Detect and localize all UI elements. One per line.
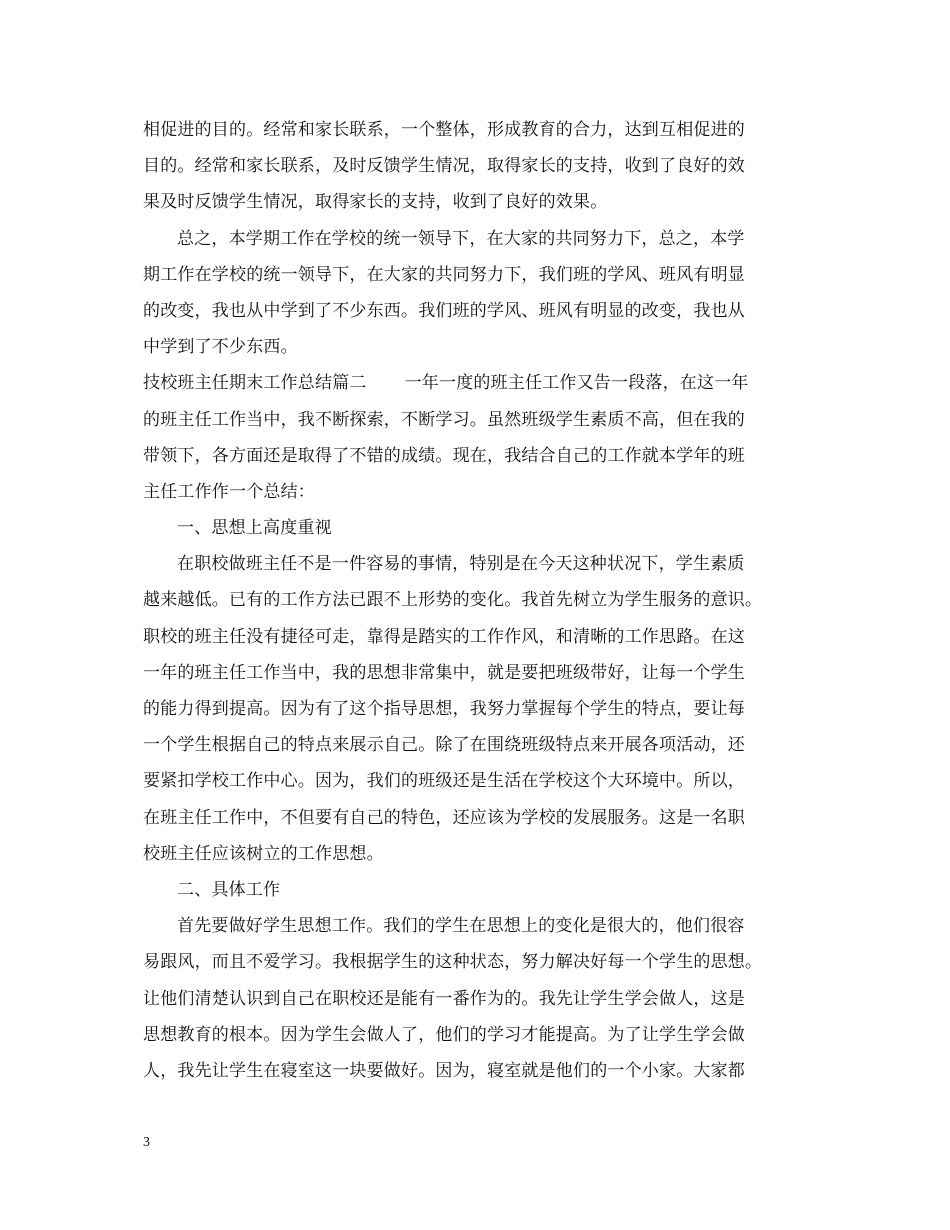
- text-line: 的能力得到提高。因为有了这个指导思想，我努力掌握每个学生的特点，要让每: [143, 699, 745, 719]
- text-line: 越来越低。已有的工作方法已跟不上形势的变化。我首先树立为学生服务的意识。: [143, 590, 763, 611]
- paragraph-start: 首先要做好学生思想工作。我们的学生在思想上的变化是很大的，他们很容: [177, 916, 745, 937]
- text-line: 让他们清楚认识到自己在职校还是能有一番作为的。我先让学生学会做人，这是: [143, 988, 745, 1009]
- section-title-line: [143, 365, 805, 401]
- text-line: 要紧扣学校工作中心。因为，我们的班级还是生活在学校这个大环境中。所以，: [143, 771, 745, 792]
- paragraph-start: 在职校做班主任不是一件容易的事情，特别是在今天这种状况下，学生素质: [177, 554, 745, 575]
- text-line: 主任工作作一个总结：: [143, 481, 315, 502]
- document-body: [143, 112, 805, 1089]
- subheading: 二、具体工作: [177, 879, 281, 900]
- text-line: 职校的班主任没有捷径可走，靠得是踏实的工作作风，和清晰的工作思路。在这: [143, 626, 745, 647]
- text-line: 的改变，我也从中学到了不少东西。我们班的学风、班风有明显的改变，我也从: [143, 300, 745, 321]
- text-line: 目的。经常和家长联系，及时反馈学生情况，取得家长的支持，收到了良好的效: [143, 156, 745, 177]
- text-line: 在班主任工作中，不但要有自己的特色，还应该为学校的发展服务。这是一名职: [143, 807, 745, 828]
- text-line: 带领下，各方面还是取得了不错的成绩。现在，我结合自己的工作就本学年的班: [143, 445, 745, 466]
- text-line: 期工作在学校的统一领导下，在大家的共同努力下，我们班的学风、班风有明显: [143, 264, 745, 285]
- section-intro: 一年一度的班主任工作又告一段落，在这一年: [404, 373, 749, 394]
- text-line: 相促进的目的。经常和家长联系，一个整体，形成教育的合力，达到互相促进的: [143, 120, 745, 140]
- text-line: 的班主任工作当中，我不断探索，不断学习。虽然班级学生素质不高，但在我的: [143, 409, 745, 430]
- text-line: 思想教育的根本。因为学生会做人了，他们的学习才能提高。为了让学生学会做: [143, 1024, 745, 1045]
- section-title: 技校班主任期末工作总结篇二: [143, 373, 367, 394]
- text-line: 一年的班主任工作当中，我的思想非常集中，就是要把班级带好，让每一个学生: [143, 662, 745, 683]
- paragraph-start: 总之，本学期工作在学校的统一领导下，在大家的共同努力下，总之，本学: [177, 228, 745, 249]
- text-line: 中学到了不少东西。: [143, 337, 298, 358]
- text-line: 果及时反馈学生情况，取得家长的支持，收到了良好的效果。: [143, 192, 608, 213]
- subheading: 一、思想上高度重视: [177, 518, 332, 539]
- text-line: 人，我先让学生在寝室这一块要做好。因为，寝室就是他们的一个小家。大家都: [143, 1060, 745, 1081]
- text-line: 校班主任应该树立的工作思想。: [143, 843, 384, 864]
- text-line: 一个学生根据自己的特点来展示自己。除了在围绕班级特点来开展各项活动，还: [143, 735, 745, 756]
- text-line: 易跟风，而且不爱学习。我根据学生的这种状态，努力解决好每一个学生的思想。: [143, 952, 763, 973]
- page-number: 3: [143, 1135, 150, 1150]
